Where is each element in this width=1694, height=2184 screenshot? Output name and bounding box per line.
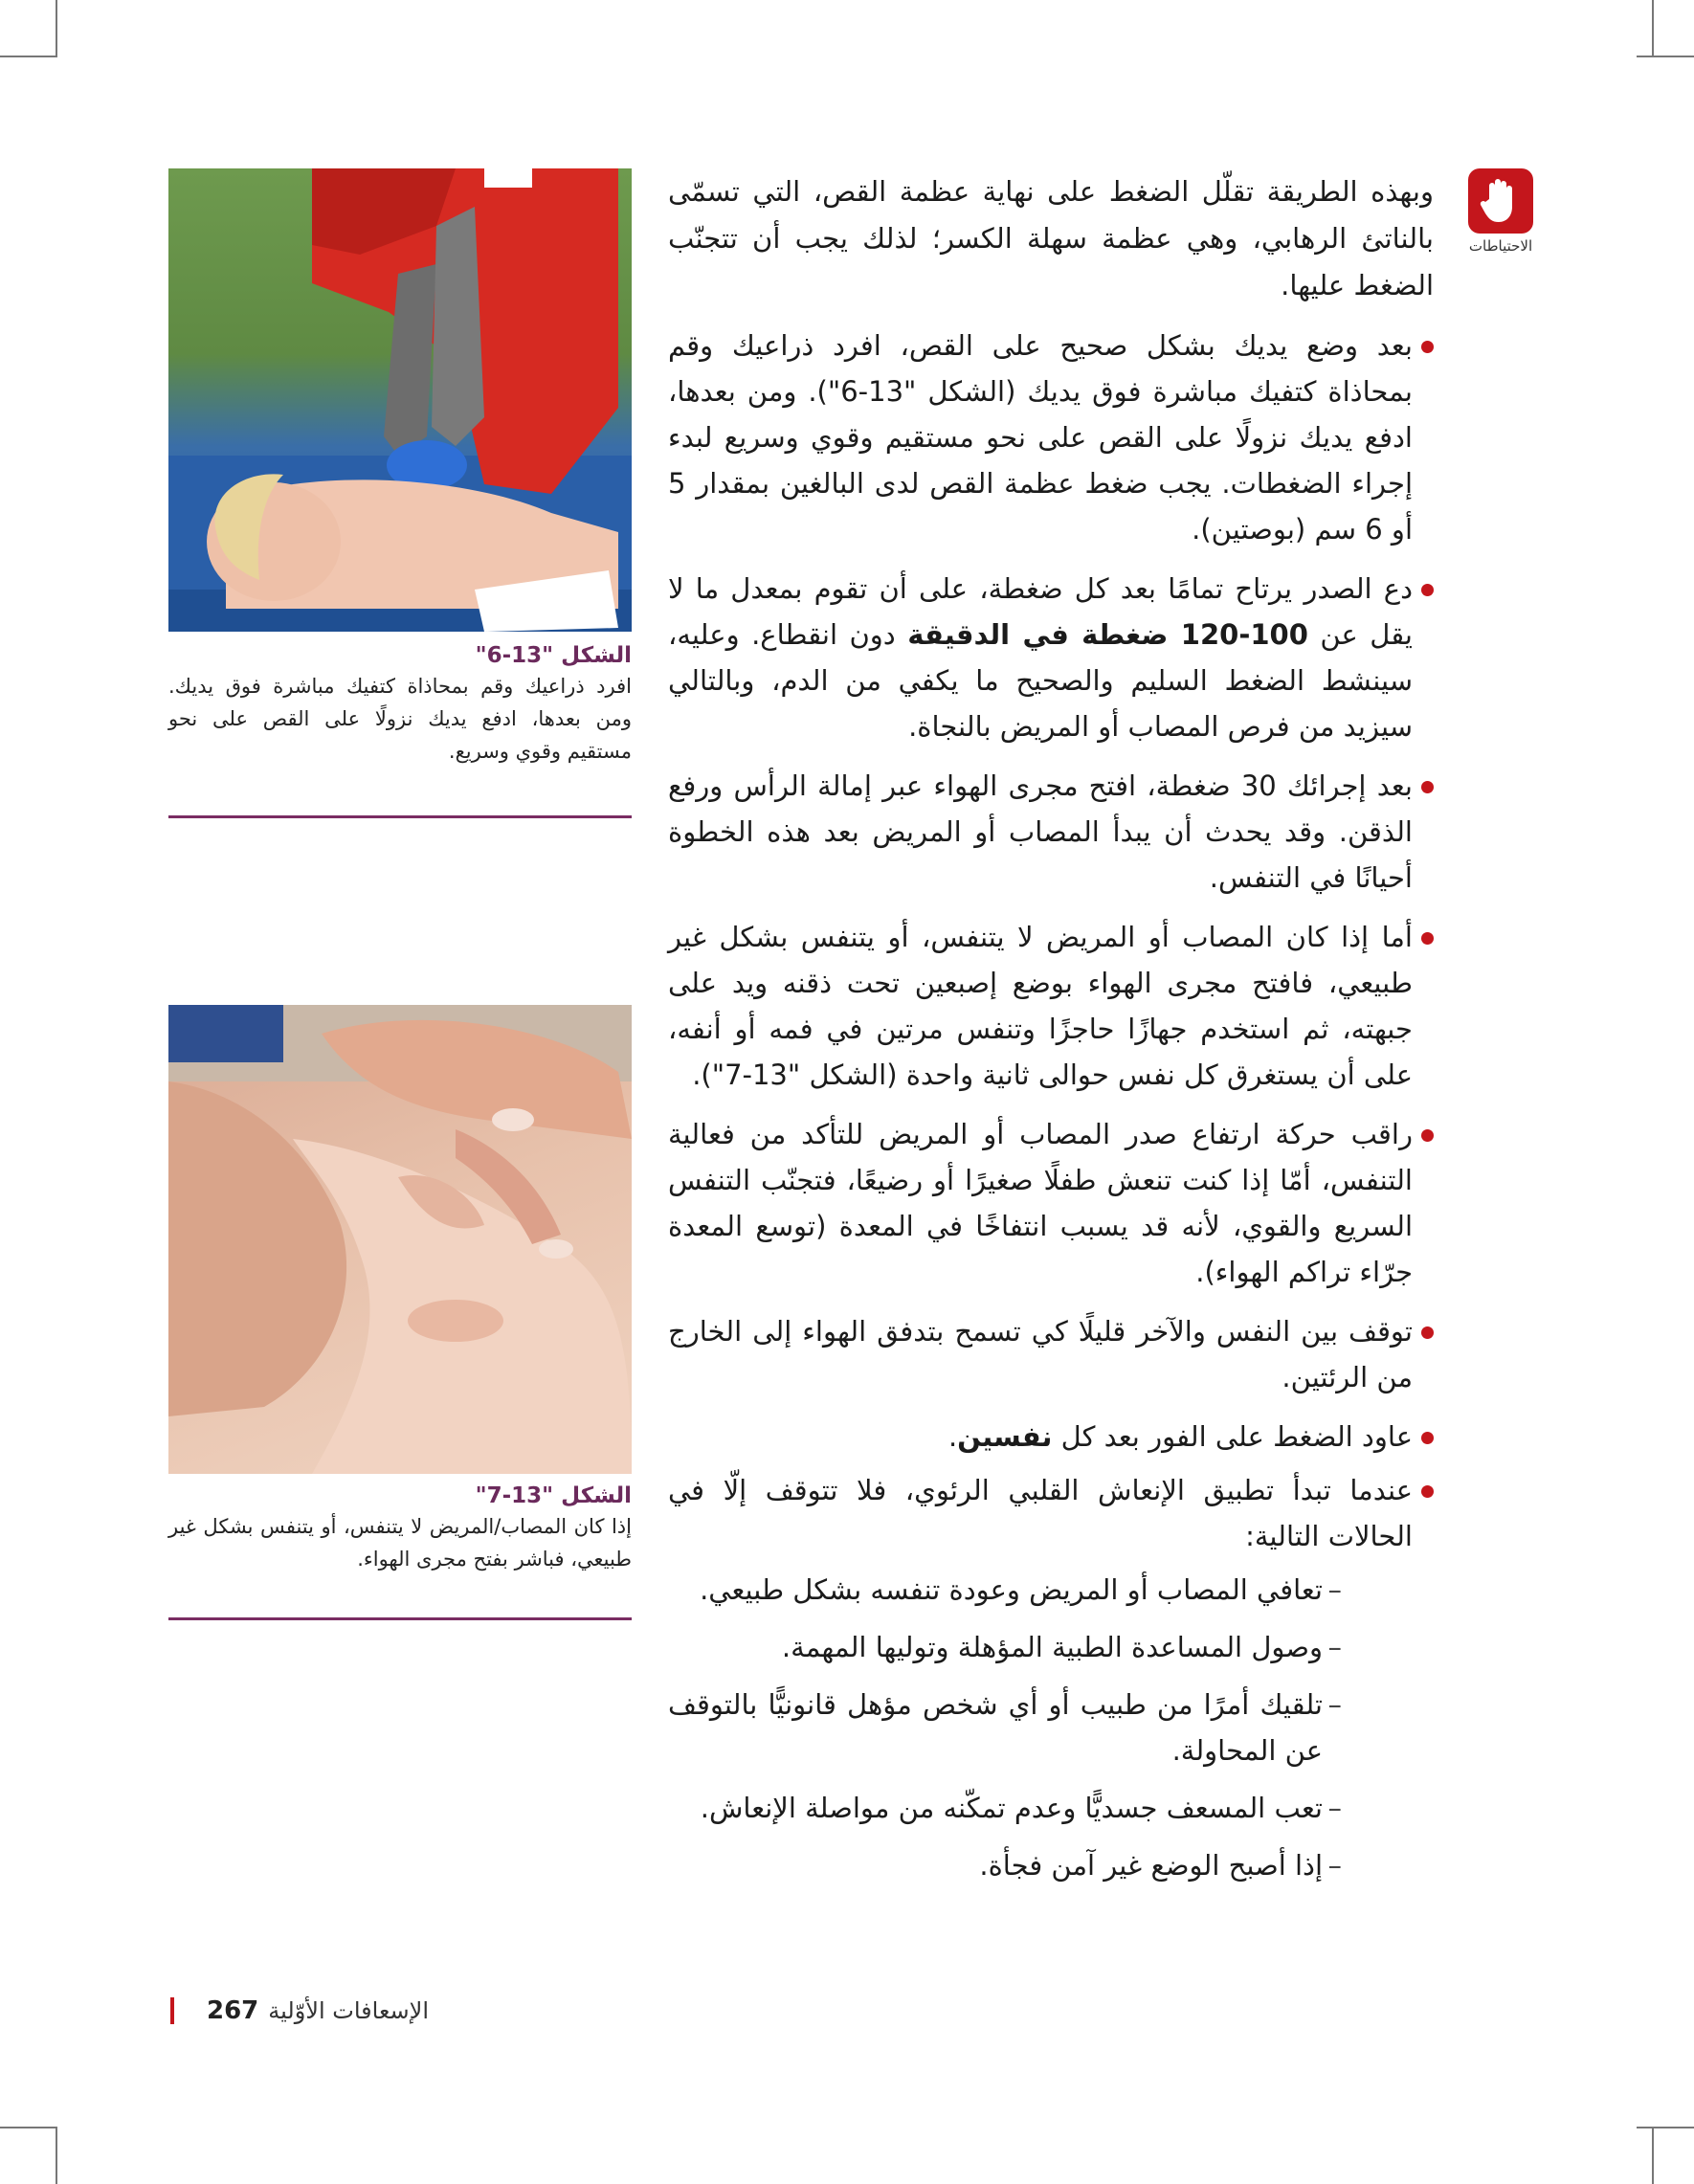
crop-mark bbox=[1652, 2127, 1654, 2184]
figure-title: الشكل "13-6" bbox=[475, 643, 632, 668]
text-span: . bbox=[947, 1420, 958, 1453]
figure-caption-text: إذا كان المصاب/المريض لا يتنفس، أو يتنفس بشكل غير طبيعي، فباشر بفتح مجرى الهواء. bbox=[168, 1515, 632, 1571]
list-item: بعد إجرائك 30 ضغطة، افتح مجرى الهواء عبر إمالة الرأس ورفع الذقن. وقد يحدث أن يبدأ المصاب أو المريض بعد هذه الخطوة أحيانًا في التنفس. bbox=[668, 763, 1434, 901]
crop-mark bbox=[56, 2127, 57, 2184]
book-title: الإسعافات الأوّلية bbox=[268, 1997, 430, 2024]
crop-mark bbox=[56, 0, 57, 57]
steps-list bbox=[668, 323, 1434, 1559]
list-item: – تلقيك أمرًا من طبيب أو أي شخص مؤهل قانونيًّا بالتوقف عن المحاولة. bbox=[668, 1682, 1342, 1773]
figure-title: الشكل "13-7" bbox=[475, 1483, 632, 1508]
main-text-column bbox=[668, 168, 1434, 1900]
figure-caption-text: افرد ذراعيك وقم بمحاذاة كتفيك مباشرة فوق يديك. ومن بعدها، ادفع يديك نزولًا على القص على نحو مستقيم وقوي وسريع. bbox=[168, 675, 632, 763]
figure-caption bbox=[168, 1482, 632, 1575]
text-span: دع الصدر يرتاح تمامًا بعد كل ضغطة، على أن تقوم بمعدل ما لا يقل عن bbox=[668, 572, 1414, 651]
text-span: عاود الضغط على الفور بعد كل bbox=[1060, 1420, 1413, 1453]
list-item bbox=[668, 566, 1434, 749]
bold-text: نفسين bbox=[957, 1420, 1053, 1453]
hand-stop-icon bbox=[1468, 168, 1533, 234]
list-item: – تعب المسعف جسديًّا وعدم تمكّنه من مواصلة الإنعاش. bbox=[668, 1785, 1342, 1831]
list-item bbox=[668, 1414, 1434, 1460]
figure-caption bbox=[168, 641, 632, 768]
list-item: – تعافي المصاب أو المريض وعودة تنفسه بشكل طبيعي. bbox=[668, 1567, 1342, 1613]
stop-conditions-list bbox=[668, 1567, 1434, 1888]
intro-paragraph: وبهذه الطريقة تقلّل الضغط على نهاية عظمة القص، التي تسمّى بالناتئ الرهابي، وهي عظمة سهلة الكسر؛ لذلك يجب أن تتجنّب الضغط عليها. bbox=[668, 175, 1434, 301]
footer-bar bbox=[170, 1997, 174, 2024]
crop-mark bbox=[0, 2127, 57, 2128]
bold-text: 100-120 ضغطة في الدقيقة bbox=[907, 618, 1308, 651]
list-item: عندما تبدأ تطبيق الإنعاش القلبي الرئوي، فلا تتوقف إلّا في الحالات التالية: bbox=[668, 1467, 1434, 1559]
crop-mark bbox=[1652, 0, 1654, 57]
caption-divider bbox=[168, 1617, 632, 1620]
crop-mark bbox=[1637, 2127, 1694, 2128]
list-item: – وصول المساعدة الطبية المؤهلة وتوليها المهمة. bbox=[668, 1624, 1342, 1670]
list-item: راقب حركة ارتفاع صدر المصاب أو المريض للتأكد من فعالية التنفس، أمّا إذا كنت تنعش طفلًا صغيرًا أو رضيعًا، فتجنّب التنفس السريع والقوي، لأنه قد يسبب انتفاخًا في المعدة (توسع المعدة جرّاء تراكم الهواء). bbox=[668, 1111, 1434, 1295]
list-item: أما إذا كان المصاب أو المريض لا يتنفس، أو يتنفس بشكل غير طبيعي، فافتح مجرى الهواء بوضع إصبعين تحت ذقنه ويد على جبهته، ثم استخدم جهازًا حاجزًا وتنفس مرتين في فمه أو أنفه، على أن يستغرق كل نفس حوالى ثانية واحدة (الشكل "13-7"). bbox=[668, 914, 1434, 1098]
precaution-label: الاحتياطات bbox=[1468, 237, 1533, 255]
text-span: دون انقطاع. وعليه، سينشط الضغط السليم والصحيح ما يكفي من الدم، وبالتالي سيزيد من فرص المصاب أو المريض بالنجاة. bbox=[668, 618, 1413, 743]
airway-opening-photo bbox=[168, 1005, 632, 1474]
precaution-marker bbox=[1464, 168, 1537, 255]
page-number: 267 bbox=[207, 1996, 259, 2025]
list-item: بعد وضع يديك بشكل صحيح على القص، افرد ذراعيك وقم بمحاذاة كتفيك مباشرة فوق يديك (الشكل "13-6"). ومن بعدها، ادفع يديك نزولًا على القص على نحو مستقيم وقوي وسريع لبدء إجراء الضغطات. يجب ضغط عظمة القص لدى البالغين بمقدار 5 أو 6 سم (بوصتين). bbox=[668, 323, 1434, 552]
crop-mark bbox=[1637, 56, 1694, 57]
list-item: – إذا أصبح الوضع غير آمن فجأة. bbox=[668, 1842, 1342, 1888]
page-footer bbox=[170, 1993, 429, 2029]
cpr-compression-photo bbox=[168, 168, 632, 632]
list-item: توقف بين النفس والآخر قليلًا كي تسمح بتدفق الهواء إلى الخارج من الرئتين. bbox=[668, 1308, 1434, 1400]
caption-divider bbox=[168, 815, 632, 818]
crop-mark bbox=[0, 56, 57, 57]
